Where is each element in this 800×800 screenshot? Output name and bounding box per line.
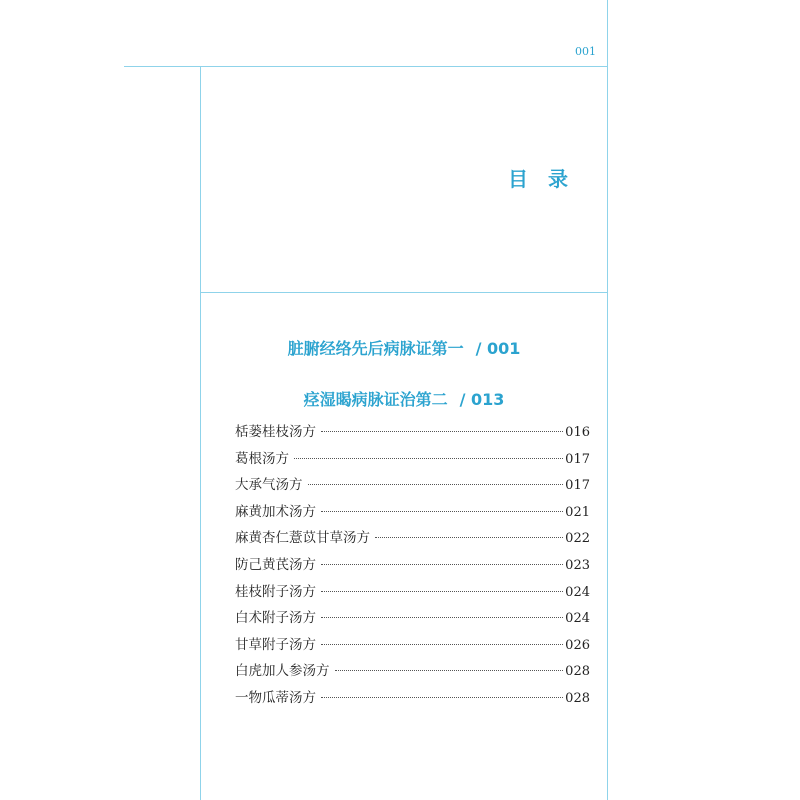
entry-title: 大承气汤方 — [235, 477, 303, 494]
chapter-page: / 013 — [459, 390, 505, 409]
entry-page: 024 — [565, 584, 590, 600]
dot-leader — [375, 537, 563, 538]
toc-entry[interactable] — [235, 420, 590, 447]
toc-entry[interactable] — [235, 500, 590, 527]
entry-title: 防己黄芪汤方 — [235, 556, 316, 573]
entry-title: 栝蒌桂枝汤方 — [235, 424, 316, 440]
entry-page: 022 — [565, 531, 590, 547]
dot-leader — [321, 697, 563, 698]
chapter-title: 痉湿暍病脉证治第二 — [303, 390, 448, 409]
entry-title: 麻黄加术汤方 — [235, 503, 316, 520]
entry-page: 023 — [565, 557, 590, 573]
toc-entry[interactable] — [235, 606, 590, 633]
toc-entry[interactable] — [235, 633, 590, 660]
section-divider-rule — [200, 292, 608, 293]
dot-leader — [321, 617, 563, 618]
entry-page: 028 — [565, 664, 590, 680]
dot-leader — [335, 670, 564, 671]
page-number: 001 — [575, 45, 596, 58]
entry-title: 一物瓜蒂汤方 — [235, 689, 316, 706]
chapter-page: / 001 — [475, 339, 521, 358]
entry-title: 白虎加人参汤方 — [235, 663, 330, 680]
toc-entry[interactable] — [235, 526, 590, 553]
dot-leader — [321, 591, 563, 592]
entry-page: 017 — [565, 451, 590, 467]
dot-leader — [321, 564, 563, 565]
entry-title: 白术附子汤方 — [235, 610, 316, 627]
chapter-heading-1[interactable] — [200, 336, 608, 359]
toc-entry-list — [235, 420, 590, 713]
entry-title: 葛根汤方 — [235, 450, 289, 467]
page-title: 目录 — [508, 167, 588, 191]
chapter-title: 脏腑经络先后病脉证第一 — [287, 339, 464, 358]
entry-title: 麻黄杏仁薏苡甘草汤方 — [235, 530, 370, 547]
dot-leader — [321, 644, 563, 645]
entry-page: 026 — [565, 637, 590, 653]
entry-page: 021 — [565, 504, 590, 520]
entry-page: 016 — [565, 425, 590, 440]
toc-entry[interactable] — [235, 473, 590, 500]
dot-leader — [294, 458, 563, 459]
entry-page: 028 — [565, 690, 590, 706]
entry-title: 桂枝附子汤方 — [235, 583, 316, 600]
dot-leader — [321, 431, 563, 432]
left-margin-rule — [200, 66, 201, 800]
dot-leader — [321, 511, 563, 512]
toc-entry[interactable] — [235, 686, 590, 713]
header-rule — [124, 66, 608, 67]
toc-entry[interactable] — [235, 580, 590, 607]
entry-title: 甘草附子汤方 — [235, 636, 316, 653]
toc-entry[interactable] — [235, 553, 590, 580]
toc-entry[interactable] — [235, 659, 590, 686]
chapter-heading-2[interactable] — [200, 387, 608, 410]
entry-page: 024 — [565, 611, 590, 627]
dot-leader — [308, 484, 564, 485]
entry-page: 017 — [565, 478, 590, 494]
toc-entry[interactable] — [235, 447, 590, 474]
